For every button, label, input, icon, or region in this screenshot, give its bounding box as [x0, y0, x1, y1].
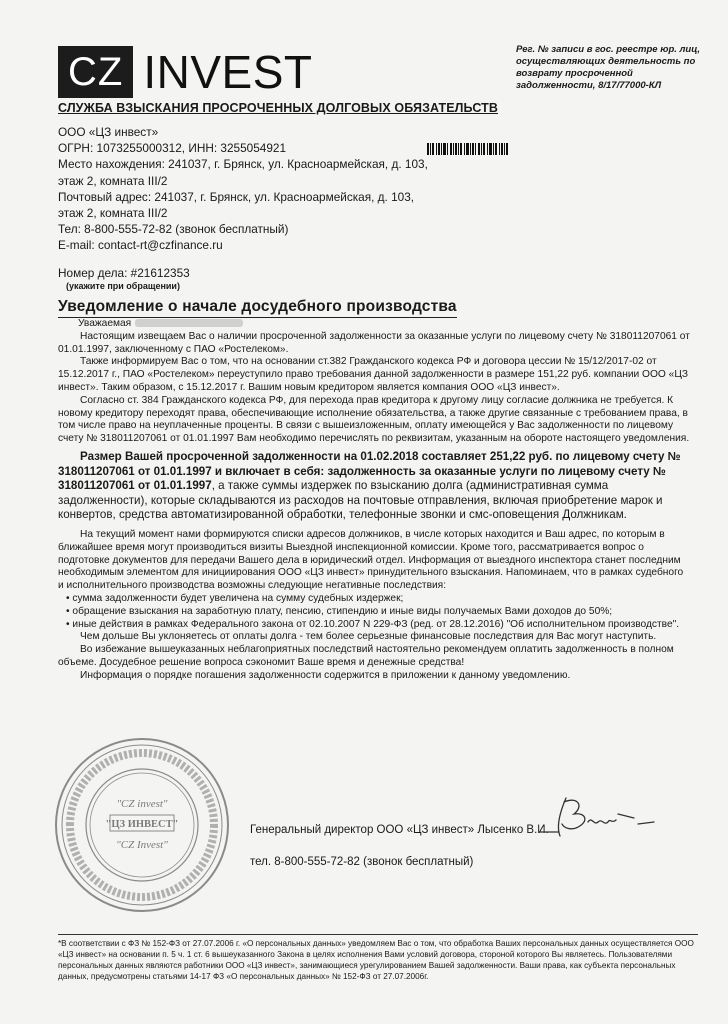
registry-note: Рег. № записи в гос. реестре юр. лиц, осуществляющих деятельность по возврату просроченной задолженности, 8/17/77000-КЛ — [516, 44, 701, 91]
paragraph-debt-amount — [58, 450, 690, 523]
paragraph-creditor-rights: Согласно ст. 384 Гражданского кодекса РФ, для перехода прав кредитора к другому лицу согласие должника не требуется. К новому кредитору переходят права, обеспечивающие исполнение обязательства, а также другие связанные с требованием права, в том числе право на неуплаченные проценты. В связи с вышеизложенным, оплату имеющейся у Вас задолженности по лицевому счету № 318011207061 от 01.01.1997 Вам необходимо перечислять по реквизитам, указанным на обороте настоящего уведомления. — [58, 394, 690, 445]
letter-body — [58, 318, 690, 683]
paragraph-cession: Также информируем Вас о том, что на основании ст.382 Гражданского кодекса РФ и договора цессии № 15/12/2017-02 от 15.12.2017 г., ПАО «Ростелеком» переуступило право требования данной задолженности в размере 151,22 руб. компании ООО «ЦЗ инвест». Таким образом, с 15.12.2017 г. Вашим новым кредитором является компания ООО «ЦЗ инвест». — [58, 356, 689, 393]
stamp-text-top: "CZ invest" — [116, 798, 168, 810]
logo-text: INVEST — [143, 46, 313, 98]
paragraph-debt-notice: Настоящим извещаем Вас о наличии просроченной задолженности за оказанные услуги по лицевому счету № 318011207061 от 01.01.1997, заключенному с ПАО «Ростелеком». — [58, 330, 690, 355]
logo-box: CZ — [58, 46, 133, 98]
service-title: СЛУЖБА ВЗЫСКАНИЯ ПРОСРОЧЕННЫХ ДОЛГОВЫХ ОБЯЗАТЕЛЬСТВ — [58, 101, 498, 115]
footer-divider — [58, 934, 698, 935]
company-logo — [58, 46, 312, 98]
paragraph-warning: Чем дольше Вы уклоняетесь от оплаты долга - тем более серьезные финансовые последствия для Вас могут наступить. — [80, 631, 657, 643]
company-details — [58, 124, 428, 254]
company-postal-room: этаж 2, комната III/2 — [58, 206, 168, 221]
company-phone: Тел: 8-800-555-72-82 (звонок бесплатный) — [58, 222, 289, 237]
signature-icon — [538, 792, 658, 852]
stamp-text-middle: "ЦЗ ИНВЕСТ" — [105, 819, 179, 830]
document-title: Уведомление о начале досудебного производства — [58, 298, 457, 318]
company-stamp — [52, 735, 232, 915]
paragraph-recommendation: Во избежание вышеуказанных неблагоприятных последствий настоятельно рекомендуем оплатить задолженность в полном объеме. Досудебное решение вопроса сэкономит Ваше время и денежные средства! — [58, 644, 674, 668]
redacted-name — [135, 319, 243, 327]
greeting-text: Уважаемая — [78, 318, 132, 329]
company-location: Место нахождения: 241037, г. Брянск, ул. Красноармейская, д. 103, — [58, 157, 428, 172]
company-email: E-mail: contact-rt@czfinance.ru — [58, 238, 223, 253]
paragraph-attachment: Информация о порядке погашения задолженности содержится в приложении к данному уведомлению. — [80, 669, 571, 681]
debt-amount-rest: , а также суммы издержек по взысканию долга (административная сумма задолженности), которые складываются из расходов на почтовые отправления, включая приобретение марок и конвертов, средства автоматизированной обработки, телефонные звонки и смс-оповещения Должникам. — [58, 479, 663, 522]
company-ogrn: ОГРН: 1073255000312, ИНН: 3255054921 — [58, 141, 287, 156]
case-number: Номер дела: #21612353 — [58, 266, 190, 280]
stamp-text-bottom: "CZ Invest" — [116, 839, 168, 851]
footer-privacy-note: *В соответствии с ФЗ № 152-ФЗ от 27.07.2006 г. «О персональных данных» уведомляем Вас о том, что обработка Ваших персональных данных осуществляется ООО «ЦЗ инвест» на основании п. 5 ч. 1 ст. 6 вышеуказанного Закона в целях исполнения Вами условий договора, стороной которого Вы являетесь. Пользователями персональных данных являются работники ООО «ЦЗ инвест», занимающиеся урегулированием Вашей задолженности. Ваши права, как субъекта персональных данных, предусмотрены статьями 14-17 ФЗ «О персональных данных» № 152-ФЗ от 27.07.2006г. — [58, 939, 694, 981]
company-postal: Почтовый адрес: 241037, г. Брянск, ул. Красноармейская, д. 103, — [58, 189, 415, 204]
bullet-court-costs: • сумма задолженности будет увеличена на сумму судебных издержек; — [66, 592, 404, 604]
debt-amount-bold: Размер Вашей просроченной задолженности на 01.02.2018 составляет 251,22 руб. по лицевому счету № 318011207061 от 01.01.1997 и включает в себя: задолженность за оказанные услуги по лицевому счету № 318011207061 от 01.01.1997 — [58, 449, 681, 493]
paragraph-consequences: На текущий момент нами формируются списки адресов должников, в числе которых находится и Ваш адрес, по которым в ближайшее время могут производиться визиты Выездной инспекционной комиссии. Кроме того, рассматривается вопрос о подготовке документов для передачи Вашего дела в юридический отдел. Информация от выездного инспектора станет последним необходимым элементом для инициирования ООО «ЦЗ инвест» принудительного взыскания. Напоминаем, что в рамках судебного и исполнительного производства возможны следующие негативные последствия: — [58, 528, 684, 592]
company-location-room: этаж 2, комната III/2 — [58, 173, 168, 188]
director-line: Генеральный директор ООО «ЦЗ инвест» Лысенко В.И. — [250, 824, 549, 836]
case-note: (укажите при обращении) — [66, 281, 180, 291]
bullet-salary: • обращение взыскания на заработную плату, пенсию, стипендию и иные виды получаемых Вами доходов до 50%; — [66, 605, 613, 617]
director-phone: тел. 8-800-555-72-82 (звонок бесплатный) — [250, 856, 474, 868]
barcode-icon — [427, 143, 509, 155]
greeting — [58, 318, 690, 331]
bullet-federal-law: • иные действия в рамках Федерального закона от 02.10.2007 N 229-ФЗ (ред. от 28.12.2016) "Об исполнительном производстве". — [66, 618, 680, 630]
company-name: ООО «ЦЗ инвест» — [58, 125, 159, 139]
